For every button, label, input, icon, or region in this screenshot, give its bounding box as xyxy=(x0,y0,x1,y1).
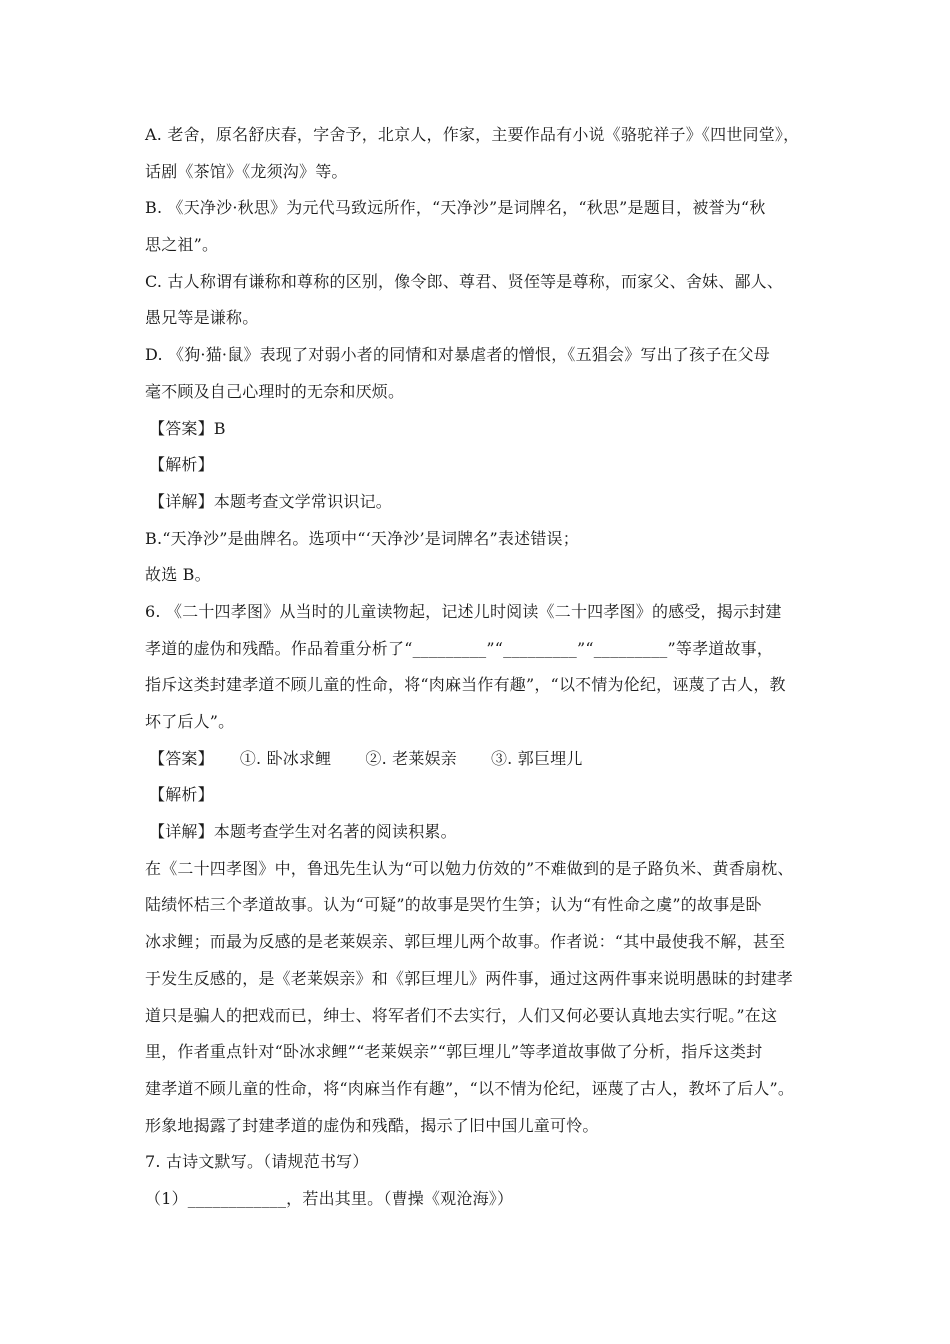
explanation-6-line-6: 里，作者重点针对“卧冰求鲤”“老莱娱亲”“郭巨埋儿”等孝道故事做了分析，指斥这类封 xyxy=(145,1042,763,1062)
option-c-line-2: 愚兄等是谦称。 xyxy=(145,308,259,328)
explanation-6-line-3: 冰求鲤；而最为反感的是老莱娱亲、郭巨埋儿两个故事。作者说：“其中最使我不解，甚至 xyxy=(145,932,786,952)
explanation-6-line-1: 在《二十四孝图》中，鲁迅先生认为“可以勉力仿效的”不难做到的是子路负米、黄香扇枕、 xyxy=(145,858,794,878)
explanation-6-line-7: 建孝道不顾儿童的性命，将“肉麻当作有趣”，“以不情为伦纪，诬蔑了古人，教坏了后人”。 xyxy=(145,1078,795,1098)
answer-6-option-2: ②. 老莱娱亲 xyxy=(365,748,457,768)
detail-6: 【详解】本题考查学生对名著的阅读积累。 xyxy=(149,822,457,842)
question-7-heading: 7. 古诗文默写。（请规范书写） xyxy=(145,1152,369,1172)
analysis-6-heading: 【解析】 xyxy=(149,785,214,805)
question-6-line-3: 指斥这类封建孝道不顾儿童的性命，将“肉麻当作有趣”，“以不情为伦纪，诬蔑了古人，教 xyxy=(145,675,786,695)
answer-6-label: 【答案】 xyxy=(149,748,214,768)
option-a-line-2: 话剧《茶馆》《龙须沟》等。 xyxy=(145,161,348,181)
conclusion-5: 故选 B。 xyxy=(145,565,211,585)
explanation-5: B.“天净沙”是曲牌名。选项中“‘天净沙’是词牌名”表述错误； xyxy=(145,528,579,548)
option-b-line-1: B. 《天净沙·秋思》为元代马致远所作，“天净沙”是词牌名，“秋思”是题目，被誉为“秋 xyxy=(145,198,766,218)
detail-5: 【详解】本题考查文学常识识记。 xyxy=(149,491,393,511)
explanation-6-line-5: 道只是骗人的把戏而已，绅士、将军者们不去实行，人们又何必要认真地去实行呢。”在这 xyxy=(145,1005,778,1025)
explanation-6-line-2: 陆绩怀桔三个孝道故事。认为“可疑”的故事是哭竹生笋；认为“有性命之虞”的故事是卧 xyxy=(145,895,762,915)
answer-5: 【答案】B xyxy=(149,418,226,438)
option-d-line-2: 毫不顾及自己心理时的无奈和厌烦。 xyxy=(145,381,405,401)
option-b-line-2: 思之祖”。 xyxy=(145,235,219,255)
explanation-6-line-4: 于发生反感的，是《老莱娱亲》和《郭巨埋儿》两件事，通过这两件事来说明愚昧的封建孝 xyxy=(145,968,794,988)
question-6-line-1: 6. 《二十四孝图》从当时的儿童读物起，记述儿时阅读《二十四孝图》的感受，揭示封建 xyxy=(145,601,782,621)
option-a-line-1: A. 老舍，原名舒庆春，字舍予，北京人，作家，主要作品有小说《骆驼祥子》《四世同堂》， xyxy=(145,125,800,144)
explanation-6-line-8: 形象地揭露了封建孝道的虚伪和残酷，揭示了旧中国儿童可怜。 xyxy=(145,1115,599,1135)
analysis-5-heading: 【解析】 xyxy=(149,455,214,475)
answer-6-option-3: ③. 郭巨埋儿 xyxy=(490,748,583,768)
question-6-line-4: 坏了后人”。 xyxy=(145,712,235,731)
option-c-line-1: C. 古人称谓有谦称和尊称的区别，像令郎、尊君、贤侄等是尊称，而家父、舍妹、鄙人、 xyxy=(145,271,784,291)
answer-6-option-1: ①. 卧冰求鲤 xyxy=(239,748,332,768)
answer-6 xyxy=(145,741,810,778)
option-d-line-1: D. 《狗·猫·鼠》表现了对弱小者的同情和对暴虐者的憎恨，《五猖会》写出了孩子在父母 xyxy=(145,345,771,365)
question-7-item-1: （1）____________，若出其里。（曹操《观沧海》） xyxy=(145,1188,514,1208)
question-6-line-2: 孝道的虚伪和残酷。作品着重分析了“_________”“_________”“_________”等孝道故事， xyxy=(145,638,774,658)
document-page xyxy=(145,117,810,1218)
